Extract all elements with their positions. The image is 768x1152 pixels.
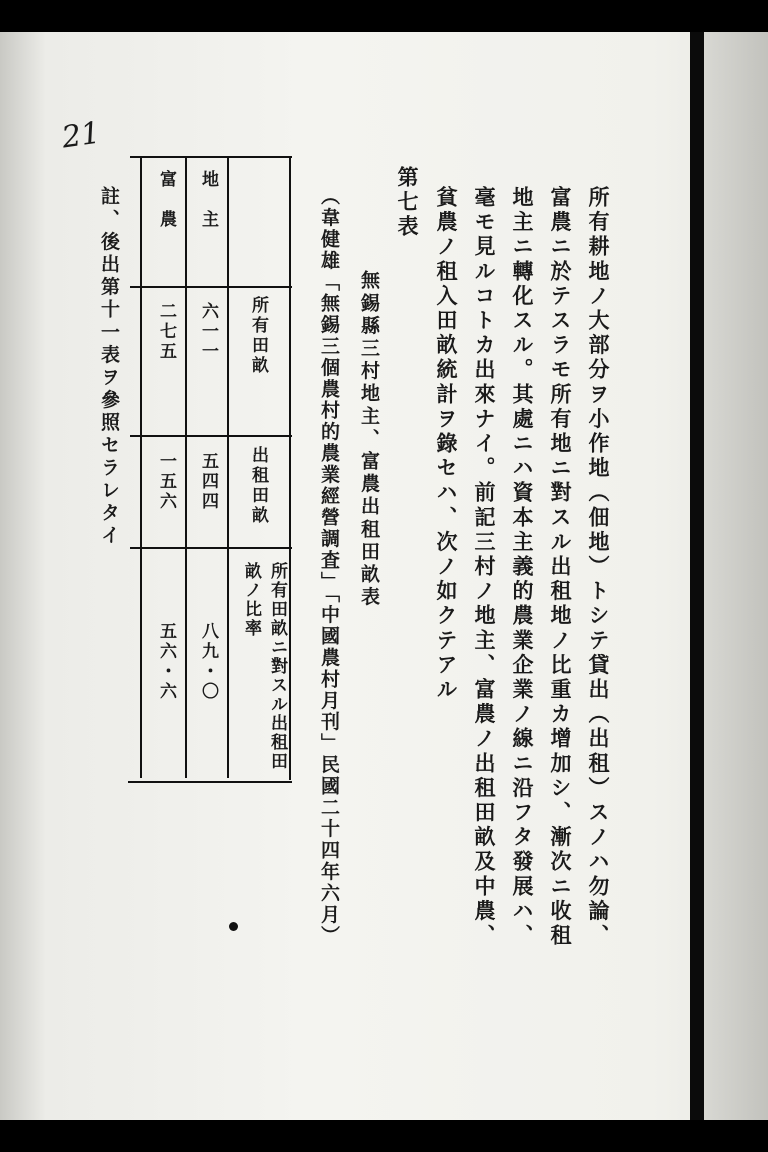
table-label: 第七表 [395, 166, 420, 240]
cell-rich-owned: 二七五 [156, 302, 176, 362]
body-line-1: 所有耕地ノ大部分ヲ小作地（佃地）トシテ貸出（出租）スノハ勿論、 [586, 186, 611, 949]
cell-rich-rented: 一五六 [156, 452, 176, 512]
cell-landlord-ratio: 八九・〇 [198, 622, 218, 702]
header-ratio: 所有田畝ニ對スル出租田畝ノ比率 [241, 562, 287, 771]
table-source: （韋健雄「無錫三個農村的農業經營調査」「中國農村月刊」民國二十四年六月） [318, 186, 340, 947]
header-owned: 所有田畝 [248, 296, 268, 376]
body-line-2: 富農ニ於テスラモ所有地ニ對スル出租地ノ比重カ增加シ、漸次ニ收租 [548, 186, 573, 949]
cell-landlord-rented: 五四四 [198, 452, 218, 512]
header-rented-out: 出租田畝 [248, 446, 268, 526]
row-label-rich-peasant: 富 農 [156, 170, 176, 230]
table-footnote: 註、後出第十一表ヲ參照セラレタイ [98, 186, 120, 548]
page-number: 21 [59, 115, 103, 156]
body-line-5: 貧農ノ租入田畝統計ヲ錄セハ、次ノ如クテアル [434, 186, 459, 703]
cell-rich-ratio: 五六・六 [156, 622, 176, 702]
cell-landlord-owned: 六一一 [198, 302, 218, 362]
table-title: 無錫縣三村地主、富農出租田畝表 [358, 270, 380, 609]
ink-spot [229, 922, 238, 931]
row-label-landlord: 地 主 [198, 170, 218, 230]
body-line-3: 地主ニ轉化スル。其處ニハ資本主義的農業企業ノ線ニ沿フタ發展ハ、 [510, 186, 535, 949]
body-line-4: 毫モ見ルコトカ出來ナイ。前記三村ノ地主、富農ノ出租田畝及中農、 [472, 186, 497, 949]
